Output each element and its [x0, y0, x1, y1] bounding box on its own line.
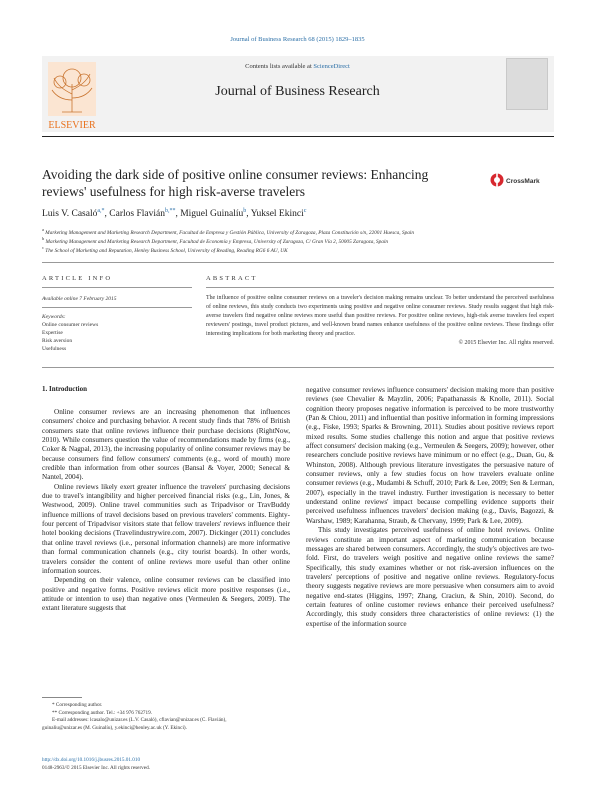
author-affiliation-mark[interactable]: a,* — [97, 208, 105, 214]
doi-link[interactable]: http://dx.doi.org/10.1016/j.jbusres.2015.01.010 — [42, 757, 141, 763]
abstract-divider — [206, 287, 554, 288]
affiliation-c: $^c$ The School of Marketing and Reputation, Henley Business School, University of Reading, Reading RG6 6 AU, UK — [42, 245, 288, 254]
article-info-label: ARTICLE INFO — [42, 275, 113, 282]
abstract-label: ABSTRACT — [206, 275, 258, 282]
affiliation-a: $^a$ Marketing Management and Marketing Research Department, Facultad de Empresa y Gestión Pública, University of Zaragoza, Plaza Constitución s/n, 22001 Huesca, Spain — [42, 227, 415, 236]
body-column-right — [306, 386, 554, 629]
paragraph: Online consumer reviews are an increasing phenomenon that influences consumers' choice and purchasing behavior. A recent study finds that 78% of British consumers state that online reviews influence their purchase decisions (RightNow, 2010). While consumers question the value of recommendations made by firms (e.g., Coker & Nagpal, 2013), the increasing popularity of online consumer reviews may be because consumers find fellow consumers' comments (e.g., word of mouth) more credible than information from other sources (Bansal & Voyer, 2000; Senecal & Nantel, 2004). — [42, 408, 290, 482]
footnote-line: * Corresponding author. — [52, 702, 103, 708]
sciencedirect-link[interactable]: ScienceDirect — [313, 63, 350, 70]
body-column-left — [42, 408, 290, 614]
info-divider — [42, 307, 192, 308]
author-name[interactable]: Luis V. Casaló — [42, 209, 98, 220]
author-separator: , — [175, 209, 181, 220]
author-name[interactable]: Miguel Guinalíu — [180, 209, 244, 220]
article-info-divider — [42, 287, 192, 288]
issn-line: 0148-2963/© 2015 Elsevier Inc. All rights reserved. — [42, 764, 150, 771]
keyword: Risk aversion — [42, 338, 73, 344]
abstract-copyright: © 2015 Elsevier Inc. All rights reserved. — [458, 340, 554, 347]
author-name[interactable]: Carlos Flavián — [109, 209, 165, 220]
author-affiliation-mark[interactable]: b,** — [164, 208, 176, 214]
abstract-text: The influence of positive online consumer reviews on a traveler's decision making remains unclear. To better understand the perceived usefulness of online reviews, this study conducts two experiments using positive and negative online consumer reviews. Study results suggest that high risk-averse travelers find negative online reviews more useful than positive reviews. For positive online reviews, high-risk averse travelers feel expert reviewers' postings, travel product pictures, and well-known brand names enhance usefulness of the positive online reviews. These findings offer interesting implications for both marketing theory and practice. © 2015 Elsevier Inc. All rights reserved. — [206, 294, 554, 348]
paragraph: Online reviews likely exert greater influence the travelers' purchasing decisions due to travel's intangibility and higher perceived financial risks (e.g., Lin, Jones, & Westwood, 2009). Online travel communities such as Tripadvisor or TravBuddy influence millions of travel decisions based on previous travelers' comments. Eighty-four percent of Tripadvisor visitors state that fellow travelers' reviews influence their hotel booking decisions (Travelindustrywire.com, 2007). Dickinger (2011) concludes that online travel reviews (i.e., personal information channels) are more informative than formal communication channels (e.g., city tourist boards). In other words, travelers consider the content of online reviews more useful than other online information sources. — [42, 482, 290, 575]
article-title: Avoiding the dark side of positive online consumer reviews: Enhancing reviews' usefulness for high risk-averse travelers — [42, 167, 429, 199]
header-divider — [42, 136, 554, 137]
affiliation-divider — [42, 262, 554, 263]
author-separator: , — [104, 209, 110, 220]
doi-block — [42, 757, 150, 772]
section-heading-introduction: 1. Introduction — [42, 385, 87, 393]
paragraph: negative consumer reviews influence consumers' decision making more than positive reviews (see Chevalier & Mayzlin, 2006; Papathanassis & Knolle, 2011). Social cognition theory proposes negative information is perceived to be more trustworthy (Pan & Chiou, 2011) and influential than positive information in forming impressions (e.g., Fiske, 1993; Sparks & Browning, 2011). Studies about positive reviews report mixed results. Some studies challenge this notion and argue that positive reviews affect consumers' decision making (e.g., Vermeulen & Seegers, 2009); however, other researchers conclude positive reviews have minimum or no effect (e.g., Duan, Gu, & Whinston, 2008). Although previous literature investigates the persuasive nature of consumer reviews, only a few studies focus on how travelers evaluate online consumer reviews (e.g., Mudambi & Schuff, 2010; Park & Lee, 2009; Sen & Lerman, 2007), especially in the travel industry. Further investigation is necessary to better understand online reviews' impact because compelling evidence supports their perceived usefulness influences travelers' decision making (e.g., Davis, Bagozzi, & Warshaw, 1989; Karahanna, Straub, & Chervany, 1999; Park & Lee, 2009). — [306, 386, 554, 525]
keyword: Usefulness — [42, 346, 67, 352]
keywords-title: Keywords: — [42, 314, 66, 320]
svg-text:CrossMark: CrossMark — [506, 178, 540, 185]
footnote-divider — [42, 697, 82, 698]
footnote-line: ** Corresponding author. Tel.: +34 976 762719. — [52, 709, 153, 716]
keyword: Online consumer reviews — [42, 322, 99, 328]
author-affiliation-mark[interactable]: c — [303, 208, 307, 214]
footnotes — [42, 702, 292, 732]
journal-reference[interactable]: Journal of Business Research 68 (2015) 1829–1835 — [230, 36, 365, 43]
affiliation-b: $^b$ Marketing Management and Marketing Research Department, Facultad de Economía y Empresa, University of Zaragoza, C/ Gran Vía 2, 50005 Zaragoza, Spain — [42, 236, 389, 245]
author-list — [42, 208, 306, 219]
crossmark-icon[interactable] — [490, 172, 550, 188]
author-separator: , — [246, 209, 251, 220]
paragraph: This study investigates perceived usefulness of online hotel reviews. Online reviews constitute an important aspect of marketing communication because messages are shared between consumers. Accordingly, the study's objectives are two-fold. First, do travelers weigh positive and negative online reviews the same? Specifically, this study examines whether or not risk-aversion influences on the travelers' perceptions of positive and negative online reviews. Regulatory-focus theory suggests negative reviews are more persuasive when consumers aim to avoid negative end-states (Higgins, 1997; Zhang, Craciun, & Shin, 2010). Second, do certain features of online customer reviews enhance their perceived usefulness? Accordingly, this study considers three characteristics of online reviews: (1) the expertise of the information source — [306, 526, 554, 628]
journal-name[interactable]: Journal of Business Research — [215, 84, 380, 99]
author-affiliation-mark[interactable]: b — [243, 208, 247, 214]
keywords-block — [42, 313, 98, 353]
footnote-email-line[interactable]: guinaliu@unizar.es (M. Guinalíu), y.ekinci@henley.ac.uk (Y. Ekinci). — [42, 724, 187, 731]
keyword: Expertise — [42, 330, 63, 336]
contents-available-line: Contents lists available at ScienceDirect — [245, 63, 350, 70]
abstract-bottom-divider — [42, 367, 554, 368]
author-name[interactable]: Yuksel Ekinci — [250, 209, 304, 220]
footnote-email-line[interactable]: E-mail addresses: lcasalo@unizar.es (L.V. Casaló), cflavian@unizar.es (C. Flavián), — [52, 717, 227, 724]
available-online-date: Available online 7 February 2015 — [42, 296, 117, 302]
svg-text:ELSEVIER: ELSEVIER — [48, 120, 96, 131]
paragraph: Depending on their valence, online consumer reviews can be classified into positive and negative forms. Positive reviews elicit more positive responses (i.e., attitude or intention to use) than negative ones (Vermeulen & Seegers, 2009). The extant literature suggests that — [42, 576, 290, 613]
